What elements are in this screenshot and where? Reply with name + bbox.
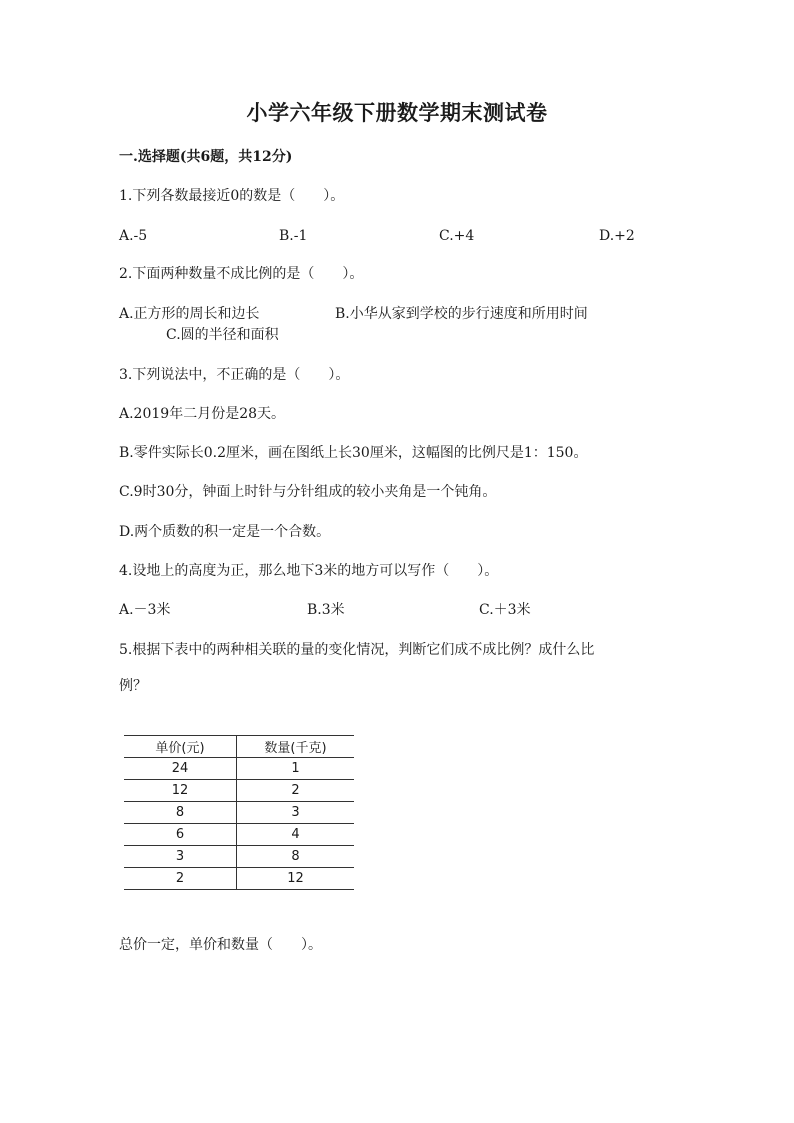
table-cell-unit-price: 2 [124,868,237,890]
table-row [124,780,354,802]
table-cell-unit-price: 24 [124,758,237,780]
question-5-stem-line-1: 5.根据下表中的两种相关联的量的变化情况，判断它们成不成比例？成什么比 [119,642,595,658]
question-1-stem: 1.下列各数最接近0的数是（ ）。 [119,188,345,204]
question-2-option-b: B.小华从家到学校的步行速度和所用时间 [335,306,588,322]
question-3-stem: 3.下列说法中，不正确的是（ ）。 [119,367,350,383]
table-cell-quantity: 1 [237,758,355,780]
question-5-tail: 总价一定，单价和数量（ ）。 [119,937,322,953]
section-header: 一.选择题(共6题，共12分) [119,149,293,165]
question-2-stem: 2.下面两种数量不成比例的是（ ）。 [119,266,364,282]
question-4-stem: 4.设地上的高度为正，那么地下3米的地方可以写作（ ）。 [119,563,499,579]
question-4-option-a: A.－3米 [119,602,171,618]
table-row [124,802,354,824]
table-cell-unit-price: 6 [124,824,237,846]
question-3-option-d: D.两个质数的积一定是一个合数。 [119,524,331,540]
question-1-option-c: C.+4 [439,228,475,244]
question-2-option-c: C.圆的半径和面积 [166,327,279,343]
table-row [124,846,354,868]
question-2-option-a: A.正方形的周长和边长 [119,306,260,322]
table-cell-quantity: 8 [237,846,355,868]
question-3-option-c: C.9时30分，钟面上时针与分针组成的较小夹角是一个钝角。 [119,484,497,500]
table-header-unit-price: 单价(元) [124,736,237,758]
table-cell-unit-price: 8 [124,802,237,824]
question-3-option-b: B.零件实际长0.2厘米，画在图纸上长30厘米，这幅图的比例尺是1：150。 [119,445,588,461]
table-header-row [124,736,354,758]
table-row [124,758,354,780]
question-3-option-a: A.2019年二月份是28天。 [119,406,286,422]
table-row [124,824,354,846]
price-quantity-table [124,735,354,890]
table-cell-unit-price: 12 [124,780,237,802]
table-cell-quantity: 12 [237,868,355,890]
page-title: 小学六年级下册数学期末测试卷 [246,100,548,125]
question-4-option-c: C.＋3米 [479,602,531,618]
question-1-option-b: B.-1 [279,228,308,244]
question-1-option-d: D.+2 [599,228,635,244]
question-1-option-a: A.-5 [119,228,148,244]
table-row [124,868,354,890]
table-header-quantity: 数量(千克) [237,736,355,758]
table-cell-quantity: 4 [237,824,355,846]
table-cell-unit-price: 3 [124,846,237,868]
question-5-stem-line-2: 例？ [119,678,147,694]
table-cell-quantity: 3 [237,802,355,824]
question-4-option-b: B.3米 [307,602,345,618]
table-cell-quantity: 2 [237,780,355,802]
